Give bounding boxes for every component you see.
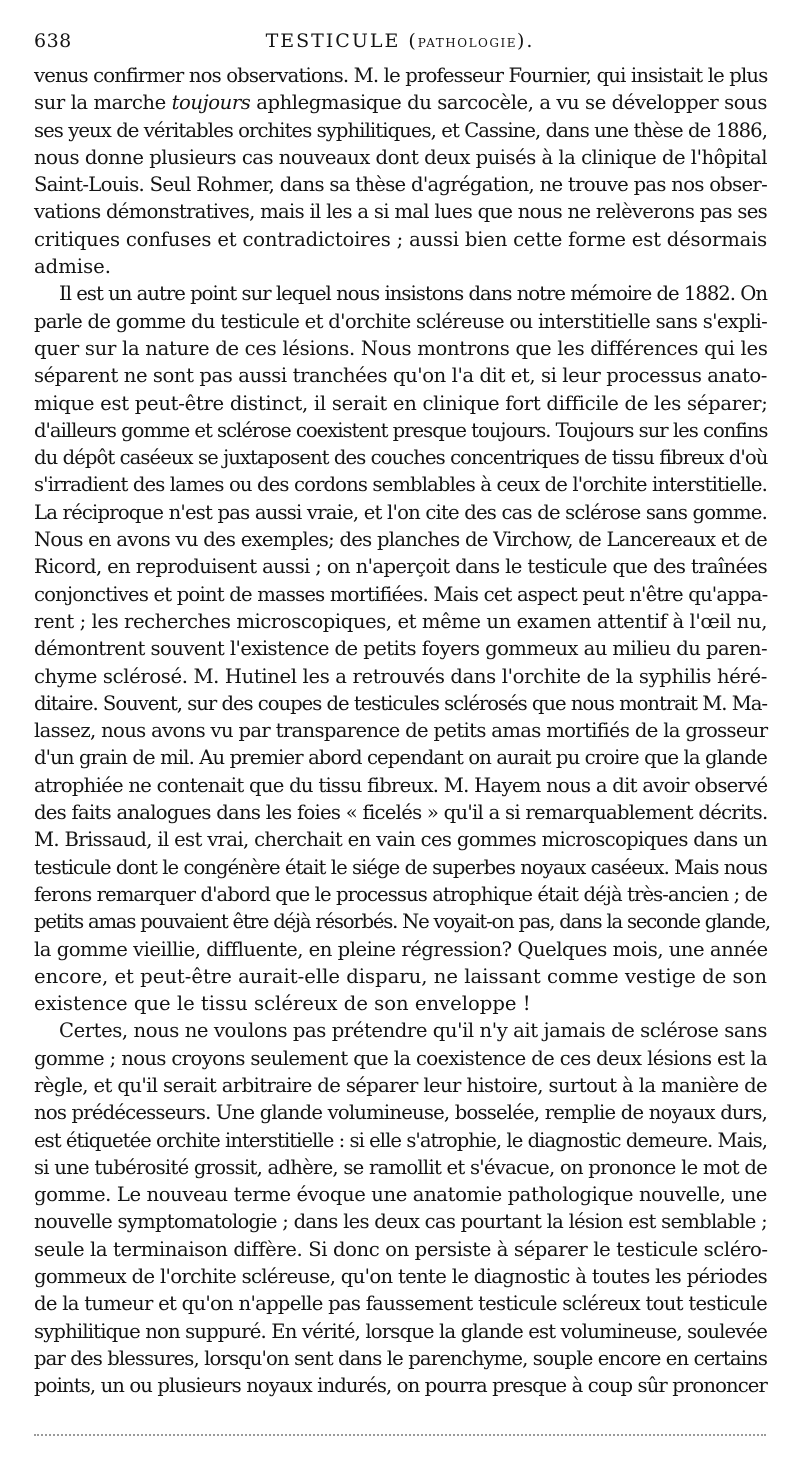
text-line: par des blessures, lorsqu'on sent dans le parenchyme, souple encore en certains	[34, 1346, 768, 1370]
text-line: la gomme vieillie, diffluente, en pleine régression? Quelques mois, une année	[34, 937, 768, 961]
text-line: syphilitique non suppuré. En vérité, lorsque la glande est volumineuse, soulevée	[34, 1319, 767, 1343]
text-line: testicule dont le congénère était le siége de superbes noyaux caséeux. Mais nous	[34, 855, 768, 879]
text-line: Il est un autre point sur lequel nous insistons dans notre mémoire de 1882. On	[59, 282, 767, 306]
running-header	[34, 22, 766, 62]
text-line: gomme. Le nouveau terme évoque une anatomie pathologique nouvelle, une	[34, 1183, 768, 1207]
footer-dotted-rule	[34, 1434, 766, 1436]
text-line: existence que le tissu scléreux de son enveloppe !	[34, 992, 531, 1016]
text-line: Nous en avons vu des exemples; des planches de Virchow, de Lancereaux et de	[34, 528, 768, 552]
running-title-sub: PATHOLOGIE	[417, 36, 517, 50]
text-line: Certes, nous ne voulons pas prétendre qu'il n'y ait jamais de sclérose sans	[59, 1019, 767, 1043]
text-line: seule la terminaison diffère. Si donc on persiste à séparer le testicule scléro-	[34, 1237, 768, 1261]
text-line: si une tubérosité grossit, adhère, se ramollit et s'évacue, on prononce le mot de	[34, 1155, 768, 1179]
text-line: admise.	[34, 255, 111, 279]
text-line: du dépôt caséeux se juxtaposent des couches concentriques de tissu fibreux d'où	[34, 446, 768, 470]
text-line: ses yeux de véritables orchites syphilitiques, et Cassine, dans une thèse de 1886,	[34, 118, 768, 142]
text-line: sur la marche toujours aphlegmasique du sarcocèle, a vu se développer sous	[34, 91, 767, 115]
text-line: d'un grain de mil. Au premier abord cependant on aurait pu croire que la glande	[34, 746, 768, 770]
text-line: gommeux de l'orchite scléreuse, qu'on tente le diagnostic à toutes les périodes	[34, 1265, 767, 1289]
text-line: quer sur la nature de ces lésions. Nous montrons que les différences qui les	[34, 336, 768, 360]
text-line: règle, et qu'il serait arbitraire de séparer leur histoire, surtout à la manière de	[34, 1073, 768, 1097]
page-number: 638	[34, 30, 72, 52]
text-line: démontrent souvent l'existence de petits foyers gommeux au milieu du paren-	[34, 637, 768, 661]
text-line: lassez, nous avons vu par transparence de petits amas mortifiés de la grosseur	[34, 719, 768, 743]
text-line: est étiquetée orchite interstitielle : si elle s'atrophie, le diagnostic demeure. Mais,	[34, 1128, 767, 1152]
text-line: de la tumeur et qu'on n'appelle pas faussement testicule scléreux tout testicule	[34, 1292, 767, 1316]
text-line: nos prédécesseurs. Une glande volumineuse, bosselée, remplie de noyaux durs,	[34, 1101, 768, 1125]
body-text	[34, 62, 770, 1400]
text-line: des faits analogues dans les foies « ficelés » qu'il a si remarquablement décrits.	[34, 801, 768, 825]
text-line: petits amas pouvaient être déjà résorbés. Ne voyait-on pas, dans la seconde glande,	[34, 910, 770, 934]
text-line: points, un ou plusieurs noyaux indurés, on pourra presque à coup sûr prononcer	[34, 1374, 768, 1398]
text-line: d'ailleurs gomme et sclérose coexistent presque toujours. Toujours sur les confins	[34, 418, 768, 442]
text-line: encore, et peut-être aurait-elle disparu, ne laissant comme vestige de son	[34, 964, 767, 988]
text-line: atrophiée ne contenait que du tissu fibreux. M. Hayem nous a dit avoir observé	[34, 773, 768, 797]
text-line: mique est peut-être distinct, il serait en clinique fort difficile de les séparer;	[34, 391, 768, 415]
text-line: séparent ne sont pas aussi tranchées qu'on l'a dit et, si leur processus anato-	[34, 364, 767, 388]
text-line: ferons remarquer d'abord que le processus atrophique était déjà très-ancien ; de	[34, 882, 767, 906]
text-line: nouvelle symptomatologie ; dans les deux cas pourtant la lésion est semblable ;	[34, 1210, 768, 1234]
text-line: s'irradient des lames ou des cordons semblables à ceux de l'orchite interstitielle.	[34, 473, 768, 497]
text-line: vations démonstratives, mais il les a si mal lues que nous ne relèverons pas ses	[34, 200, 767, 224]
text-line: rent ; les recherches microscopiques, et même un examen attentif à l'œil nu,	[34, 609, 767, 633]
text-line: ditaire. Souvent, sur des coupes de testicules sclérosés que nous montrait M. Ma-	[34, 691, 768, 715]
text-line: Ricord, en reproduisent aussi ; on n'aperçoit dans le testicule que des traînées	[34, 555, 767, 579]
running-title-main: TESTICULE	[265, 30, 401, 52]
paragraph	[34, 280, 770, 1017]
text-line: La réciproque n'est pas aussi vraie, et l'on cite des cas de sclérose sans gomme.	[34, 500, 768, 524]
text-line: gomme ; nous croyons seulement que la coexistence de ces deux lésions est la	[34, 1046, 767, 1070]
running-title: TESTICULE (PATHOLOGIE).	[265, 30, 535, 52]
text-line: critiques confuses et contradictoires ; aussi bien cette forme est désormais	[34, 227, 768, 251]
text-line: venus confirmer nos observations. M. le professeur Fournier, qui insistait le plus	[34, 64, 768, 87]
text-line: Saint-Louis. Seul Rohmer, dans sa thèse d'agrégation, ne trouve pas nos obser-	[34, 173, 767, 197]
text-line: conjonctives et point de masses mortifiées. Mais cet aspect peut n'être qu'appa-	[34, 582, 768, 606]
paragraph	[34, 1017, 767, 1399]
text-line: M. Brissaud, il est vrai, cherchait en vain ces gommes microscopiques dans un	[34, 828, 768, 852]
text-line: chyme sclérosé. M. Hutinel les a retrouvés dans l'orchite de la syphilis héré-	[34, 664, 767, 688]
text-line: parle de gomme du testicule et d'orchite scléreuse ou interstitielle sans s'expli-	[34, 309, 767, 333]
paragraph	[34, 62, 767, 280]
text-line: nous donne plusieurs cas nouveaux dont deux puisés à la clinique de l'hôpital	[34, 145, 767, 169]
